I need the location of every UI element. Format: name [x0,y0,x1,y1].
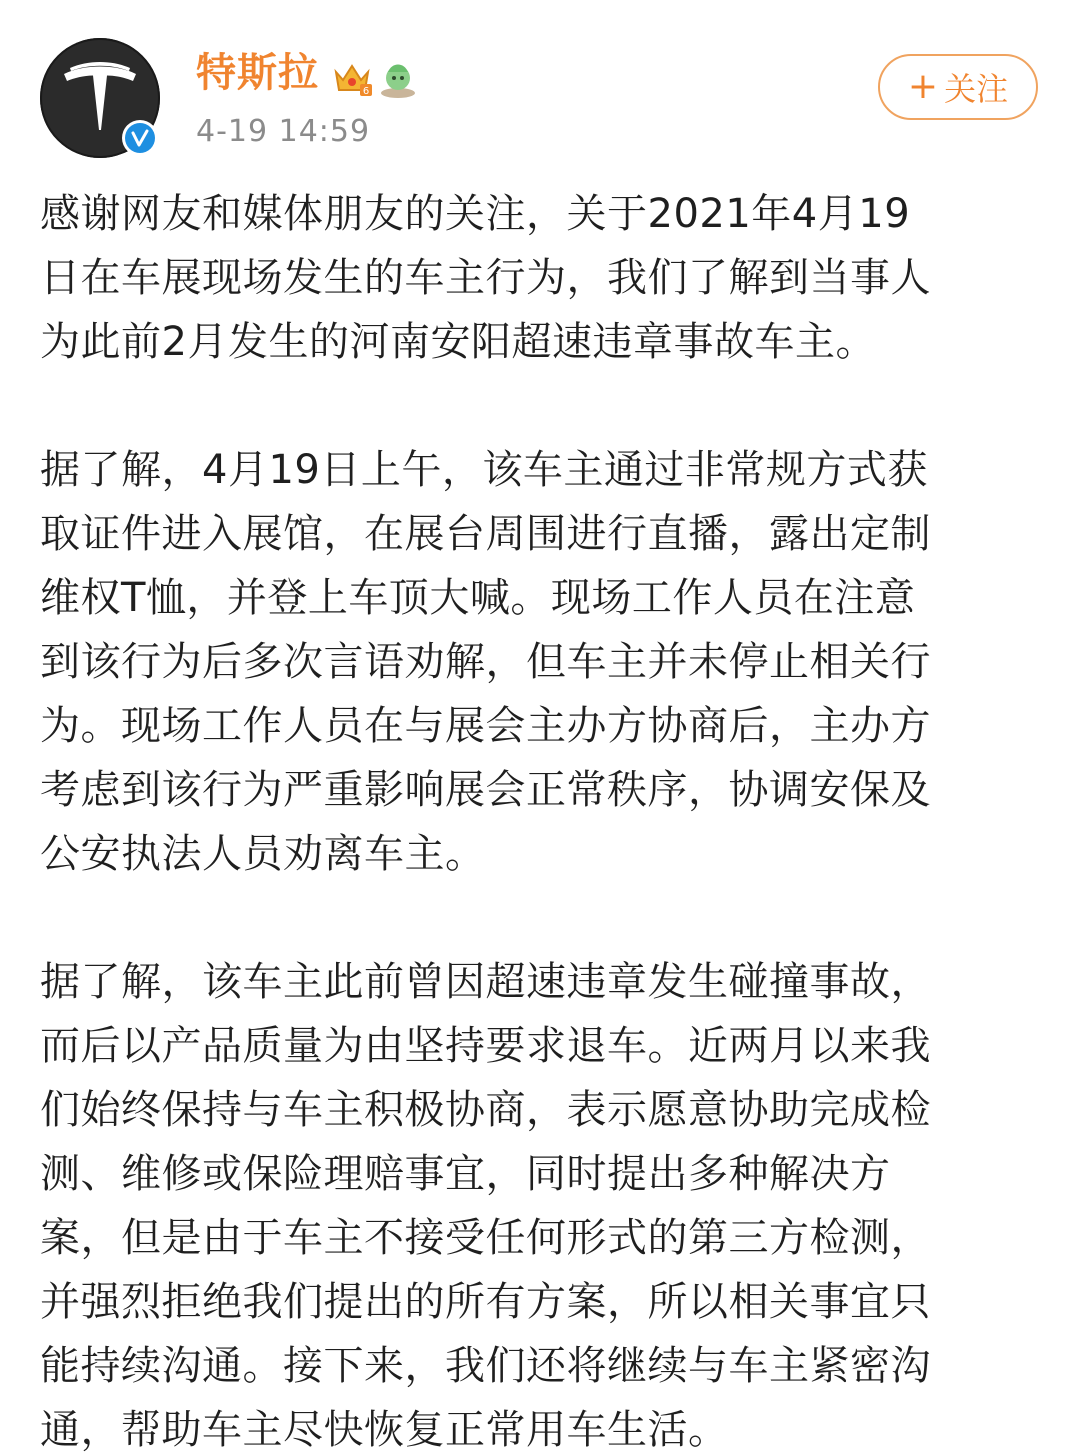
text-line: 们始终保持与车主积极协商，表示愿意协助完成检 [40,1087,931,1133]
text-line: 能持续沟通。接下来，我们还将继续与车主紧密沟 [40,1343,931,1389]
plus-icon: + [907,66,939,107]
plant-badge-icon [376,56,420,100]
post-header [0,0,1079,180]
follow-label: 关注 [944,70,1009,108]
post-paragraph-3 [40,950,1040,1454]
text-line: 为此前2月发生的河南安阳超速违章事故车主。 [40,319,876,365]
author-name[interactable]: 特斯拉 [196,50,319,96]
post-paragraph-1 [40,182,1040,374]
verified-badge-icon [122,120,158,156]
text-line: 考虑到该行为严重影响展会正常秩序，协调安保及 [40,767,931,813]
text-line: 并强烈拒绝我们提出的所有方案，所以相关事宜只 [40,1279,931,1325]
text-line: 据了解，该车主此前曾因超速违章发生碰撞事故， [40,959,931,1005]
follow-button[interactable] [878,54,1038,120]
text-line: 据了解，4月19日上午，该车主通过非常规方式获 [40,447,928,493]
text-line: 感谢网友和媒体朋友的关注，关于2021年4月19 [40,191,911,237]
text-line: 维权T恤，并登上车顶大喊。现场工作人员在注意 [40,575,916,621]
text-line: 通，帮助车主尽快恢复正常用车生活。 [40,1407,729,1453]
post-paragraph-2 [40,438,1040,886]
text-line: 案，但是由于车主不接受任何形式的第三方检测， [40,1215,931,1261]
text-line: 为。现场工作人员在与展会主办方协商后，主办方 [40,703,931,749]
crown-badge-icon [330,56,374,100]
text-line: 日在车展现场发生的车主行为，我们了解到当事人 [40,255,931,301]
text-line: 公安执法人员劝离车主。 [40,831,486,877]
post-body [40,182,1040,1453]
text-line: 到该行为后多次言语劝解，但车主并未停止相关行 [40,639,931,685]
svg-text:6: 6 [362,86,370,97]
post-timestamp: 4-19 14:59 [196,114,371,149]
author-badges [330,56,430,100]
text-line: 测、维修或保险理赔事宜，同时提出多种解决方 [40,1151,891,1197]
text-line: 而后以产品质量为由坚持要求退车。近两月以来我 [40,1023,931,1069]
text-line: 取证件进入展馆，在展台周围进行直播，露出定制 [40,511,931,557]
